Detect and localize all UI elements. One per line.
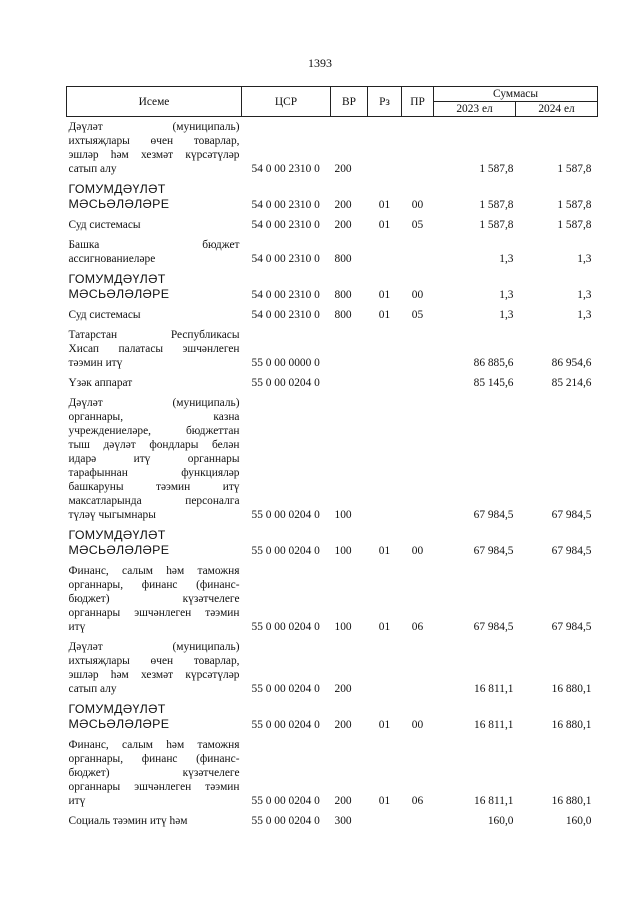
row-name: [67, 525, 242, 561]
row-name-line: МӘСЬӘЛӘЛӘРЕ: [68, 287, 170, 301]
row-rz: 01: [378, 289, 391, 301]
row-pr: [402, 637, 434, 699]
row-sum-2023: 16 811,1: [474, 719, 514, 731]
row-csr: 54 0 00 2310 0: [251, 253, 320, 265]
row-csr: 55 0 00 0204 0: [251, 545, 320, 557]
row-csr: 55 0 00 0000 0: [251, 357, 320, 369]
row-sum-2024: 1 587,8: [557, 219, 592, 231]
row-name-line: ихтыяҗлары өчен товарлар,: [68, 135, 240, 147]
row-vr: 800: [334, 309, 352, 321]
row-sum-2023: 85 145,6: [473, 377, 514, 389]
table-row: [67, 305, 598, 325]
row-pr: 00: [411, 289, 424, 301]
row-name-line: сатып алу: [68, 163, 117, 175]
row-name: [67, 699, 242, 735]
row-sum-2023: 1 587,8: [479, 163, 514, 175]
row-sum-2023: 1,3: [499, 253, 514, 265]
row-name: [67, 325, 242, 373]
row-name: [67, 305, 242, 325]
row-name-line: сатып алу: [68, 683, 117, 695]
row-sum-2024: 1,3: [577, 289, 592, 301]
header-pr: ПР: [402, 87, 434, 117]
row-name: [67, 117, 242, 180]
row-sum-2024: 160,0: [565, 815, 592, 827]
row-name-line: Хисап палатасы эшчәнлеген: [68, 343, 240, 355]
row-csr: 54 0 00 2310 0: [251, 163, 320, 175]
table-row: [67, 699, 598, 735]
table-row: [67, 325, 598, 373]
table-row: [67, 235, 598, 269]
row-name: [67, 561, 242, 637]
row-name-line: тарафыннан функцияләр: [68, 467, 240, 479]
row-name-line: МӘСЬӘЛӘЛӘРЕ: [68, 197, 170, 211]
row-sum-2023: 1 587,8: [479, 199, 514, 211]
row-sum-2023: 67 984,5: [473, 621, 514, 633]
row-vr: 800: [334, 253, 352, 265]
row-name-line: ГОМУМДӘҮЛӘТ: [68, 702, 166, 716]
row-sum-2024: 1 587,8: [557, 199, 592, 211]
row-name-line: ихтыяҗлары өчен товарлар,: [68, 655, 240, 667]
row-name-line: итү: [68, 621, 86, 633]
row-pr: [402, 393, 434, 525]
row-csr: 55 0 00 0204 0: [251, 815, 320, 827]
row-vr: 100: [334, 621, 352, 633]
row-name-line: Башка бюджет: [68, 239, 240, 251]
header-row: [67, 87, 598, 102]
table-row: [67, 637, 598, 699]
row-csr: 54 0 00 2310 0: [251, 219, 320, 231]
table-row: [67, 269, 598, 305]
row-rz: [368, 637, 402, 699]
row-rz: 01: [378, 795, 391, 807]
row-name: [67, 735, 242, 811]
row-name: [67, 269, 242, 305]
row-name-line: Дәүләт (муниципаль): [68, 641, 240, 653]
row-name-line: органнары, финанс (финанс-: [68, 753, 240, 765]
table-row: [67, 811, 598, 831]
row-rz: [368, 811, 402, 831]
table-row: [67, 215, 598, 235]
row-name-line: Татарстан Республикасы: [68, 329, 240, 341]
row-name-line: учреждениеләре, бюджеттан: [68, 425, 240, 437]
table-row: [67, 373, 598, 393]
table-body: [67, 117, 598, 832]
row-pr: 06: [411, 795, 424, 807]
row-csr: 55 0 00 0204 0: [251, 377, 320, 389]
row-name-line: органнары, казна: [68, 411, 240, 423]
row-vr: 100: [334, 545, 352, 557]
row-pr: 00: [411, 545, 424, 557]
row-rz: [368, 325, 402, 373]
row-name-line: Финанс, салым һәм таможня: [68, 739, 240, 751]
row-csr: 55 0 00 0204 0: [251, 621, 320, 633]
row-sum-2024: 16 880,1: [551, 683, 592, 695]
row-csr: 55 0 00 0204 0: [251, 719, 320, 731]
row-name-line: ГОМУМДӘҮЛӘТ: [68, 182, 166, 196]
row-sum-2024: 67 984,5: [551, 509, 592, 521]
row-csr: 54 0 00 2310 0: [251, 199, 320, 211]
row-pr: 05: [411, 309, 424, 321]
row-name-line: бюджет) күзәтчелеге: [68, 767, 240, 779]
row-vr: 200: [334, 683, 352, 695]
row-csr: 55 0 00 0204 0: [251, 509, 320, 521]
row-rz: [368, 393, 402, 525]
row-name-line: Финанс, салым һәм таможня: [68, 565, 240, 577]
row-name-line: ГОМУМДӘҮЛӘТ: [68, 272, 166, 286]
row-sum-2023: 1 587,8: [479, 219, 514, 231]
row-sum-2024: 1,3: [577, 253, 592, 265]
row-csr: 55 0 00 0204 0: [251, 795, 320, 807]
row-name-line: итү: [68, 795, 86, 807]
row-name-line: МӘСЬӘЛӘЛӘРЕ: [68, 543, 170, 557]
row-name-line: органнары эшчәнлеген тәэмин: [68, 607, 240, 619]
row-sum-2023: 16 811,1: [474, 683, 514, 695]
row-pr: [402, 325, 434, 373]
row-vr: 800: [334, 289, 352, 301]
row-name: [67, 215, 242, 235]
row-sum-2024: 85 214,6: [551, 377, 592, 389]
row-name-line: Суд системасы: [68, 309, 141, 321]
row-name-line: ассигнованиеләре: [68, 253, 156, 265]
table-row: [67, 393, 598, 525]
table-row: [67, 117, 598, 180]
row-rz: [368, 235, 402, 269]
row-name-line: бюджет) күзәтчелеге: [68, 593, 240, 605]
row-sum-2023: 67 984,5: [473, 545, 514, 557]
row-pr: 00: [411, 199, 424, 211]
header-year-2023: 2023 ел: [434, 102, 516, 117]
row-vr: [331, 373, 368, 393]
row-sum-2023: 160,0: [487, 815, 514, 827]
row-name-line: тыш дәүләт фондлары белән: [68, 439, 240, 451]
row-rz: 01: [378, 719, 391, 731]
row-name: [67, 393, 242, 525]
row-sum-2024: 16 880,1: [551, 795, 592, 807]
row-pr: 06: [411, 621, 424, 633]
row-vr: [331, 325, 368, 373]
row-rz: 01: [378, 309, 391, 321]
row-sum-2024: 16 880,1: [551, 719, 592, 731]
header-name: Исеме: [67, 87, 242, 117]
row-vr: 200: [334, 163, 352, 175]
row-sum-2024: 67 984,5: [551, 545, 592, 557]
row-pr: [402, 373, 434, 393]
row-name-line: эшләр һәм хезмәт күрсәтүләр: [68, 669, 240, 681]
row-vr: 100: [334, 509, 352, 521]
row-sum-2024: 67 984,5: [551, 621, 592, 633]
row-pr: [402, 811, 434, 831]
row-sum-2024: 1 587,8: [557, 163, 592, 175]
row-name: [67, 811, 242, 831]
row-name-line: ГОМУМДӘҮЛӘТ: [68, 528, 166, 542]
row-name: [67, 179, 242, 215]
row-sum-2024: 1,3: [577, 309, 592, 321]
row-pr: [402, 235, 434, 269]
row-sum-2023: 86 885,6: [473, 357, 514, 369]
row-name-line: Суд системасы: [68, 219, 141, 231]
row-name-line: Социаль тәэмин итү һәм: [68, 815, 188, 827]
row-rz: 01: [378, 199, 391, 211]
header-sums: Суммасы: [434, 87, 598, 102]
row-pr: 05: [411, 219, 424, 231]
row-name-line: тәэмин итү: [68, 357, 123, 369]
row-name-line: Дәүләт (муниципаль): [68, 397, 240, 409]
row-csr: 55 0 00 0204 0: [251, 683, 320, 695]
row-name-line: Дәүләт (муниципаль): [68, 121, 240, 133]
row-name-line: түләү чыгымнары: [68, 509, 156, 521]
row-rz: [368, 373, 402, 393]
row-sum-2024: 86 954,6: [551, 357, 592, 369]
row-vr: 200: [334, 219, 352, 231]
table-row: [67, 561, 598, 637]
row-rz: 01: [378, 621, 391, 633]
row-name-line: башкаруны тәэмин итү: [68, 481, 240, 493]
row-rz: 01: [378, 219, 391, 231]
page-number: 1393: [308, 56, 332, 70]
row-vr: 300: [334, 815, 352, 827]
header-rz: Рз: [368, 87, 402, 117]
row-sum-2023: 16 811,1: [474, 795, 514, 807]
row-rz: [368, 117, 402, 180]
row-name-line: органнары, финанс (финанс-: [68, 579, 240, 591]
table-row: [67, 525, 598, 561]
row-vr: 200: [334, 199, 352, 211]
row-name: [67, 235, 242, 269]
table-row: [67, 735, 598, 811]
row-rz: 01: [378, 545, 391, 557]
row-vr: 200: [334, 719, 352, 731]
row-name: [67, 637, 242, 699]
header-year-2024: 2024 ел: [516, 102, 598, 117]
row-pr: [402, 117, 434, 180]
header-csr: ЦСР: [242, 87, 331, 117]
row-name-line: Үзәк аппарат: [68, 377, 133, 389]
budget-table: [66, 86, 598, 831]
row-name: [67, 373, 242, 393]
row-name-line: эшләр һәм хезмәт күрсәтүләр: [68, 149, 240, 161]
row-vr: 200: [334, 795, 352, 807]
row-name-line: идарә итү органнары: [68, 453, 240, 465]
row-name-line: органнары эшчәнлеген тәэмин: [68, 781, 240, 793]
row-sum-2023: 67 984,5: [473, 509, 514, 521]
row-name-line: МӘСЬӘЛӘЛӘРЕ: [68, 717, 170, 731]
row-sum-2023: 1,3: [499, 309, 514, 321]
row-sum-2023: 1,3: [499, 289, 514, 301]
row-csr: 54 0 00 2310 0: [251, 289, 320, 301]
table-row: [67, 179, 598, 215]
header-vr: ВР: [331, 87, 368, 117]
row-csr: 54 0 00 2310 0: [251, 309, 320, 321]
row-name-line: максатларында персоналга: [68, 495, 240, 507]
row-pr: 00: [411, 719, 424, 731]
